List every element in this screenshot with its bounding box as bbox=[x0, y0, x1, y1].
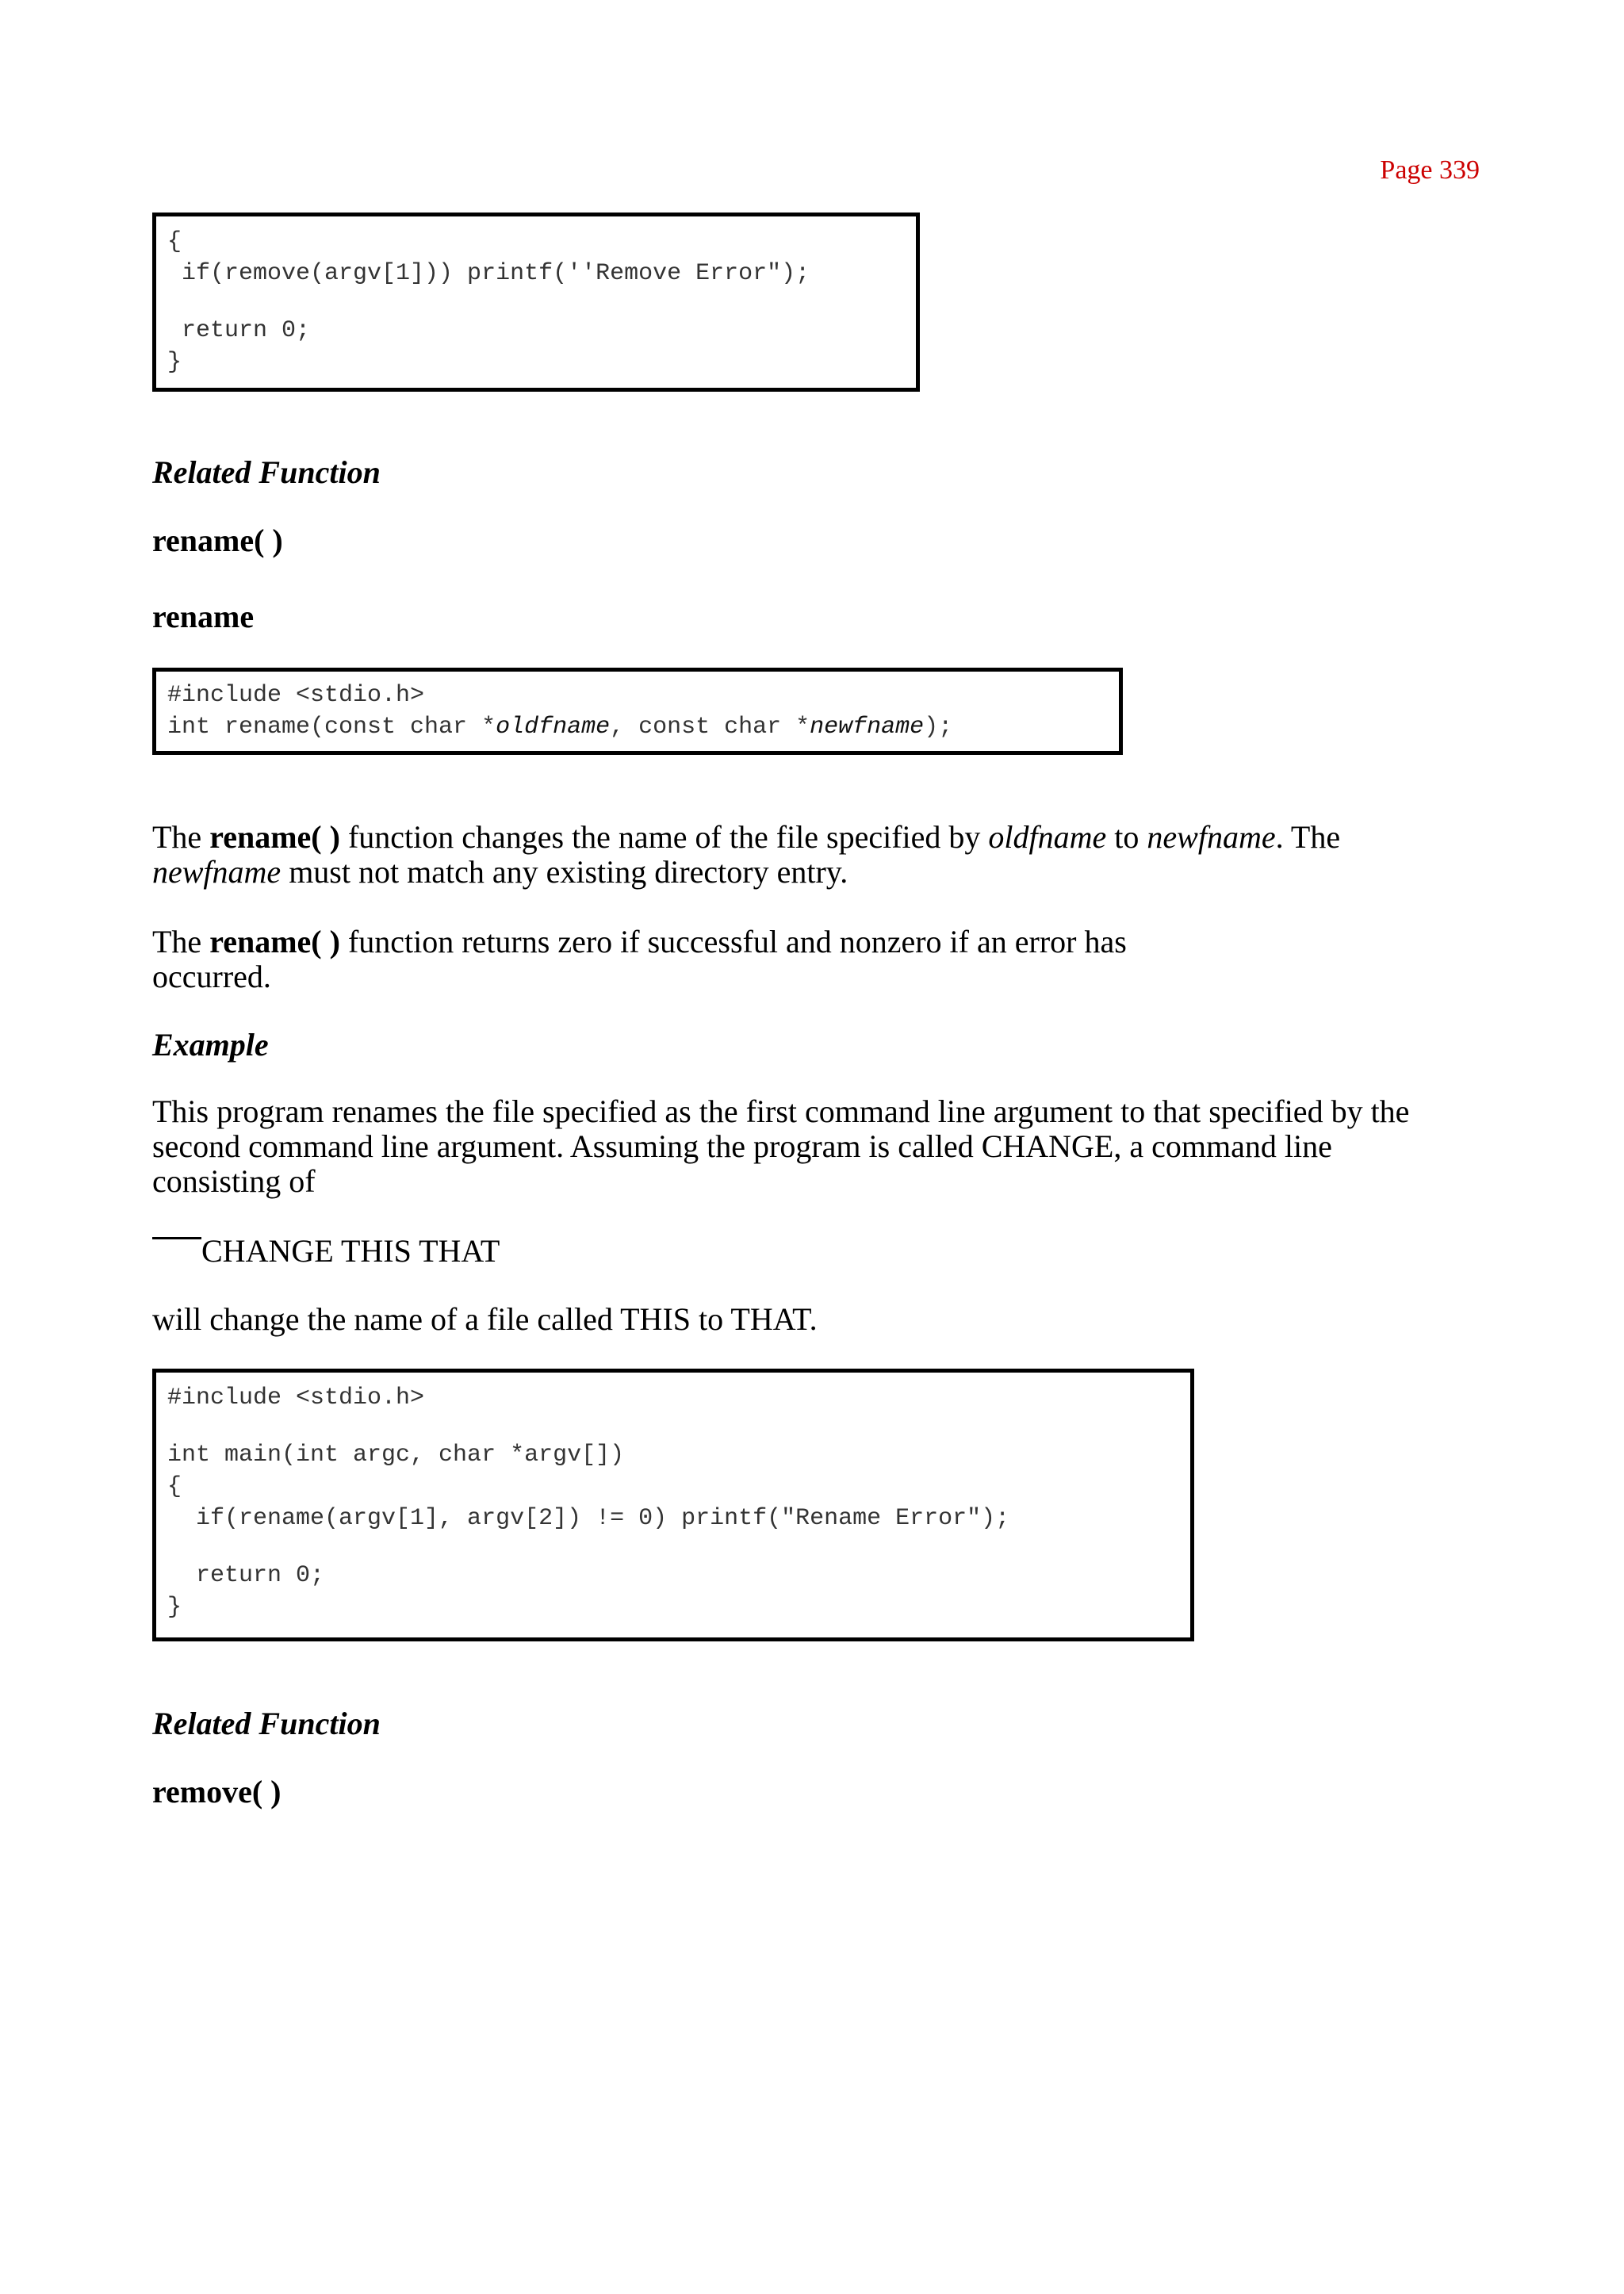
example-result-text: will change the name of a file called THIS to THAT. bbox=[152, 1301, 818, 1337]
code-line: #include <stdio.h> bbox=[167, 1384, 425, 1411]
related-function-heading-2: Related Function bbox=[152, 1706, 381, 1741]
code-line: } bbox=[167, 1594, 182, 1621]
text: consisting of bbox=[152, 1163, 316, 1199]
text: second command line argument. Assuming the program is called CHANGE, a command line bbox=[152, 1128, 1332, 1164]
text: The bbox=[152, 819, 210, 855]
text: This program renames the file specified as the first command line argument to that specified by the bbox=[152, 1093, 1410, 1129]
underline-rule bbox=[152, 1237, 201, 1239]
code-line: return 0; bbox=[167, 317, 311, 344]
code-line: #include <stdio.h> bbox=[167, 682, 425, 709]
example-paragraph bbox=[152, 1094, 1500, 1199]
param-newfname: newfname bbox=[810, 714, 925, 741]
code-line: if(remove(argv[1])) printf(''Remove Error"); bbox=[167, 260, 810, 287]
text: function returns zero if successful and nonzero if an error has bbox=[339, 924, 1127, 959]
code-blank-line bbox=[167, 289, 905, 315]
code-line: int main(int argc, char *argv[]) bbox=[167, 1442, 625, 1469]
function-ref: rename( ) bbox=[209, 924, 340, 959]
text: must not match any existing directory entry. bbox=[281, 854, 848, 890]
description-paragraph-2 bbox=[152, 925, 1500, 994]
text: occurred. bbox=[152, 959, 271, 994]
code-line bbox=[167, 711, 1108, 743]
code-blank-line bbox=[167, 1534, 1179, 1560]
code-line: { bbox=[167, 228, 182, 255]
code-fragment: int rename(const char * bbox=[167, 714, 496, 741]
text: to bbox=[1106, 819, 1147, 855]
related-function-name: rename( ) bbox=[152, 523, 283, 558]
code-line: { bbox=[167, 1473, 182, 1500]
param-ref: newfname bbox=[152, 854, 282, 890]
code-line: } bbox=[167, 349, 182, 376]
page-number: Page 339 bbox=[1380, 155, 1480, 185]
code-line: if(rename(argv[1], argv[2]) != 0) printf("Rename Error"); bbox=[167, 1505, 1010, 1532]
code-line: return 0; bbox=[167, 1562, 325, 1589]
command-line-example: CHANGE THIS THAT bbox=[201, 1233, 500, 1269]
code-block-prototype bbox=[152, 668, 1123, 755]
code-fragment: , const char * bbox=[610, 714, 810, 741]
function-title: rename bbox=[152, 599, 255, 634]
function-ref: rename( ) bbox=[209, 819, 340, 855]
code-fragment: ); bbox=[924, 714, 953, 741]
related-function-heading: Related Function bbox=[152, 454, 381, 490]
text: function changes the name of the file specified by bbox=[339, 819, 989, 855]
text: . The bbox=[1275, 819, 1341, 855]
code-block-remove-example bbox=[152, 213, 920, 392]
param-ref: oldfname bbox=[988, 819, 1107, 855]
param-oldfname: oldfname bbox=[496, 714, 611, 741]
description-paragraph-1 bbox=[152, 820, 1500, 890]
example-heading: Example bbox=[152, 1027, 269, 1063]
param-ref: newfname bbox=[1147, 819, 1276, 855]
related-function-name-2: remove( ) bbox=[152, 1774, 282, 1810]
text: The bbox=[152, 924, 210, 959]
code-blank-line bbox=[167, 1414, 1179, 1439]
code-block-rename-example bbox=[152, 1369, 1194, 1641]
